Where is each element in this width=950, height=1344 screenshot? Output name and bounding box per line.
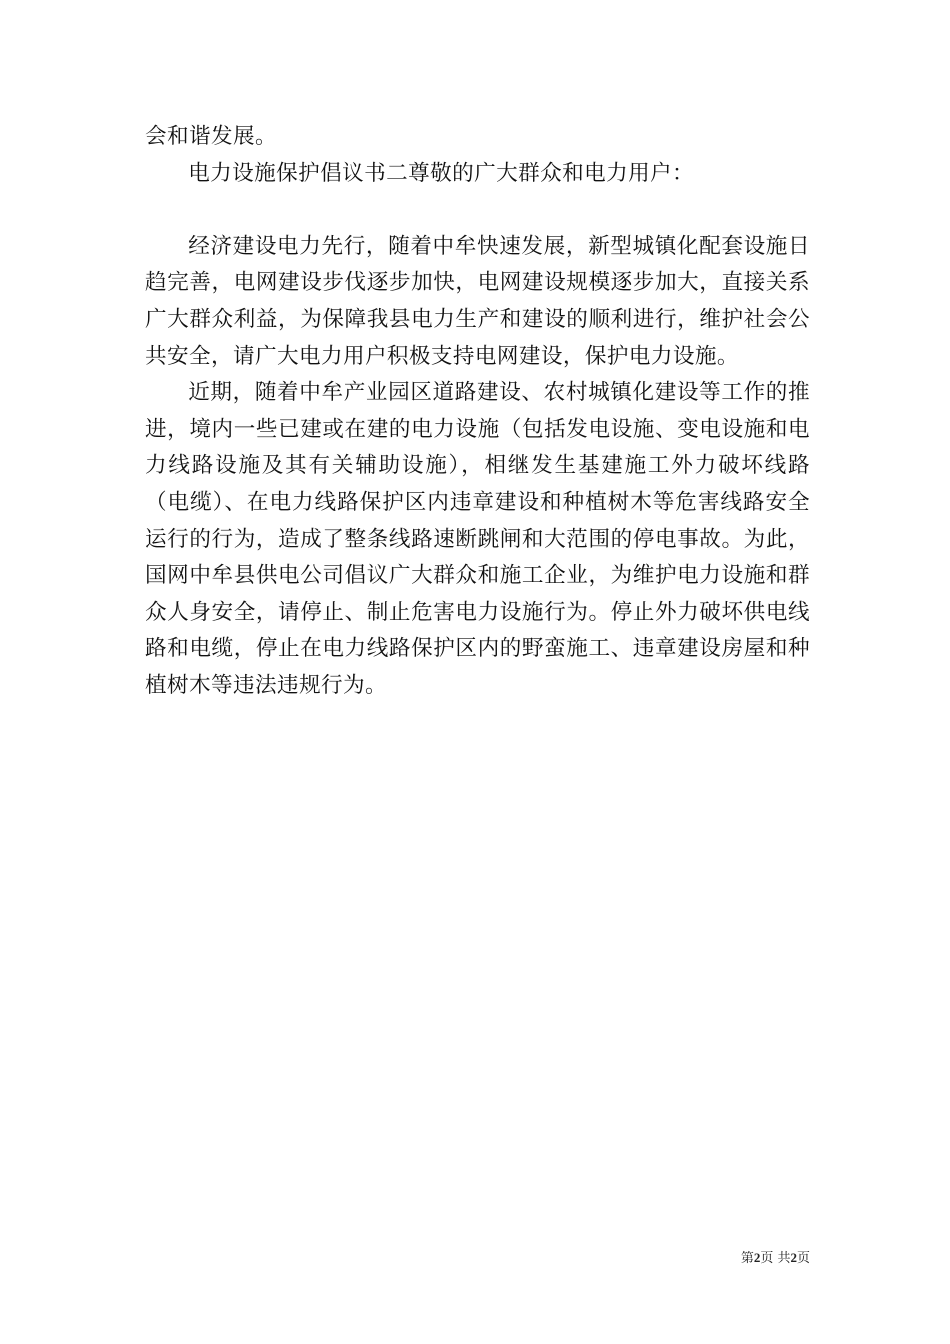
paragraph-heading-salutation: 电力设施保护倡议书二尊敬的广大群众和电力用户： (188, 160, 695, 186)
page-total: 2 (790, 1250, 797, 1265)
page-suffix: 页 (796, 1251, 810, 1266)
paragraph-continuation: 会和谐发展。 (145, 124, 277, 149)
paragraph-body-2: 近期，随着中牟产业园区道路建设、农村城镇化建设等工作的推进，境内一些已建或在建的电力设施（包括发电设施、变电设施和电力线路设施及其有关辅助设施），相继发生基建施工外力破坏线路（电缆）、在电力线路保护区内违章建设和种植树木等危害线路安全运行的行为，造成了整条线路速断跳闸和大范围的停电事故。为此，国网中牟县供电公司倡议广大群众和施工企业，为维护电力设施和群众人身安全，请停止、制止危害电力设施行为。停止外力破坏供电线路和电缆，停止在电力线路保护区内的野蛮施工、违章建设房屋和种植树木等违法违规行为。 (145, 380, 810, 698)
page-current: 2 (753, 1250, 761, 1265)
blank-line (145, 192, 810, 229)
page-number-footer (700, 1250, 810, 1267)
document-body (145, 119, 810, 705)
page-prefix: 第 (740, 1251, 754, 1266)
paragraph-body-1: 经济建设电力先行，随着中牟快速发展，新型城镇化配套设施日趋完善，电网建设步伐逐步加快，电网建设规模逐步加大，直接关系广大群众利益，为保障我县电力生产和建设的顺利进行，维护社会公共安全，请广大电力用户积极支持电网建设，保护电力设施。 (145, 233, 810, 369)
page-middle: 页 共 (760, 1251, 791, 1266)
